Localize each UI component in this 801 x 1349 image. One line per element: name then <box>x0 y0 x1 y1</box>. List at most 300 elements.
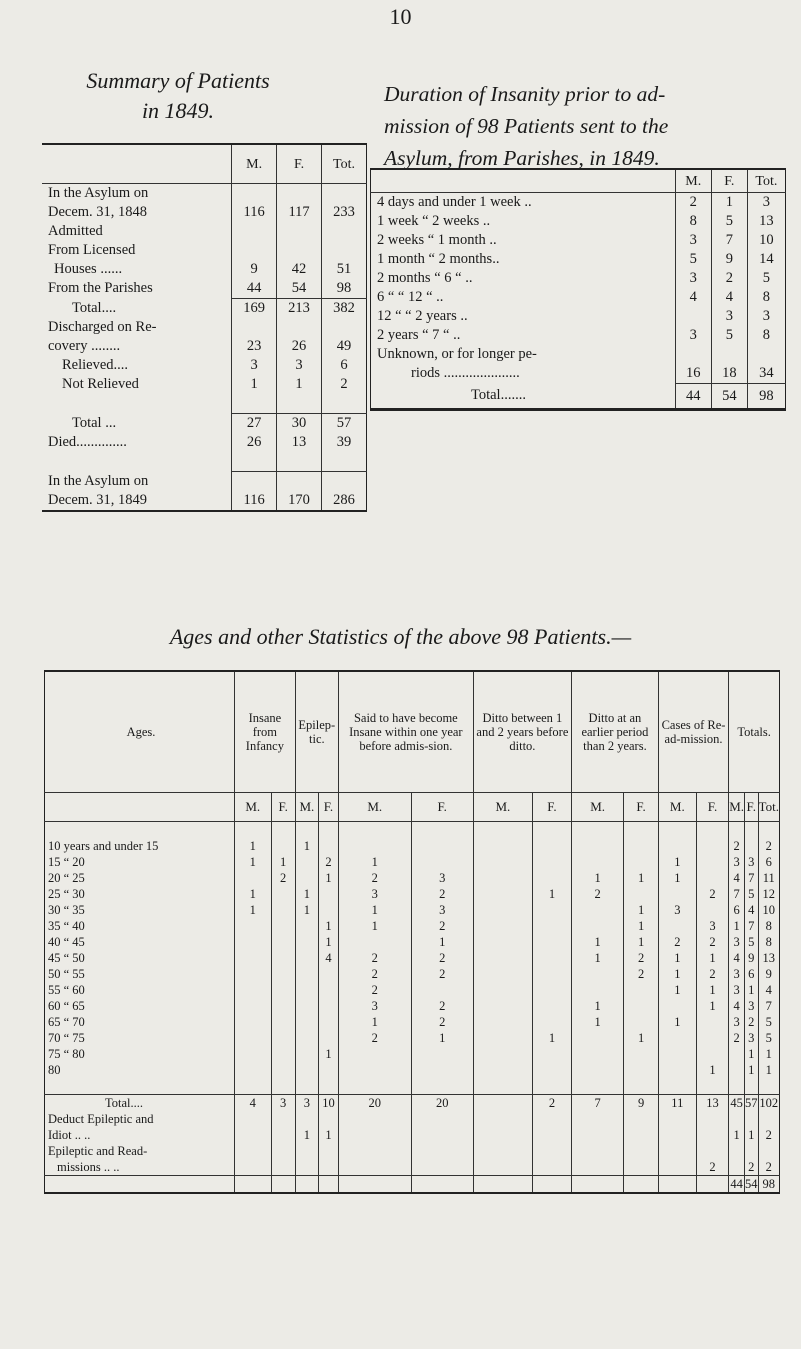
table-cell: 5 <box>758 1030 780 1046</box>
deduct-row <box>45 1127 780 1143</box>
group-header-readmission: Cases of Re-ad-mission. <box>658 671 728 793</box>
table-cell: 3 <box>696 918 728 934</box>
cell-m: 9 <box>232 260 277 279</box>
table-cell <box>572 918 624 934</box>
table-cell: 1 <box>572 870 624 886</box>
table-cell <box>729 1143 745 1159</box>
table-cell: 3 <box>729 966 745 982</box>
table-cell <box>696 1078 728 1095</box>
row-label: 60 “ 65 <box>48 999 85 1013</box>
table-cell <box>473 1014 532 1030</box>
table-cell: 1 <box>532 886 571 902</box>
table-row <box>371 326 786 345</box>
table-cell <box>295 1111 318 1127</box>
table-cell <box>658 1078 696 1095</box>
table-cell: 13 <box>696 1095 728 1112</box>
table-cell <box>572 1127 624 1143</box>
table-cell <box>624 982 659 998</box>
table-cell: 7 <box>745 918 759 934</box>
table-cell: 2 <box>696 966 728 982</box>
table-cell <box>572 1111 624 1127</box>
cell-m: 23 <box>232 337 277 356</box>
table-cell <box>338 1159 411 1176</box>
table-cell: 2 <box>411 1014 473 1030</box>
table-cell <box>295 998 318 1014</box>
table-cell: 1 <box>745 982 759 998</box>
table-cell: 1 <box>338 918 411 934</box>
table-cell: 3 <box>658 902 696 918</box>
table-cell <box>624 998 659 1014</box>
sub-header-5: F. <box>411 793 473 822</box>
ages-title: Ages and other Statistics of the above 98 Patients.— <box>169 624 632 649</box>
table-cell: 6 <box>729 902 745 918</box>
table-cell <box>235 1046 272 1062</box>
table-cell: 3 <box>338 998 411 1014</box>
table-cell <box>572 1030 624 1046</box>
table-row <box>45 918 780 934</box>
duration-body <box>371 193 786 384</box>
table-cell: 1 <box>658 982 696 998</box>
table-cell <box>696 1030 728 1046</box>
row-label: Discharged on Re- <box>48 319 157 335</box>
cell-tot: 8 <box>747 326 785 345</box>
cell-m: 3 <box>232 356 277 375</box>
table-cell: 9 <box>745 950 759 966</box>
table-row <box>45 966 780 982</box>
table-cell: 3 <box>295 1095 318 1112</box>
table-cell <box>624 1127 659 1143</box>
cell-f: 18 <box>711 364 747 384</box>
table-row <box>42 356 367 375</box>
table-cell <box>745 822 759 839</box>
row-label: Died.............. <box>48 434 127 450</box>
cell-f: 3 <box>711 307 747 326</box>
row-label: Total....... <box>471 387 526 404</box>
row-label: 1 month “ 2 months.. <box>377 251 500 267</box>
table-cell <box>411 1111 473 1127</box>
table-cell <box>295 1062 318 1078</box>
row-label: From Licensed <box>48 242 136 258</box>
deduct-row-label <box>45 1111 780 1127</box>
cell-m: 26 <box>232 433 277 452</box>
table-cell <box>658 1046 696 1062</box>
readmission-row <box>45 1159 780 1176</box>
group-header-ages: Ages. <box>45 671 235 793</box>
table-cell <box>338 1046 411 1062</box>
table-cell <box>295 982 318 998</box>
table-row <box>42 184 367 204</box>
table-cell: 57 <box>745 1096 758 1110</box>
table-cell <box>729 1078 745 1095</box>
table-cell <box>696 838 728 854</box>
table-cell <box>319 1111 339 1127</box>
table-cell: 1 <box>532 1030 571 1046</box>
table-cell: 7 <box>758 998 780 1014</box>
row-label: Total.... <box>45 1095 235 1112</box>
table-cell <box>473 1143 532 1159</box>
cell-f: 1 <box>711 193 747 213</box>
table-cell: 3 <box>338 886 411 902</box>
table-cell <box>532 902 571 918</box>
table-cell <box>338 1143 411 1159</box>
summary-title <box>58 66 298 126</box>
table-cell <box>295 822 318 839</box>
table-cell <box>235 1062 272 1078</box>
table-cell: 3 <box>271 1095 295 1112</box>
table-cell <box>319 966 339 982</box>
table-cell: 3 <box>745 1030 759 1046</box>
table-cell <box>319 1030 339 1046</box>
table-cell: 1 <box>696 1062 728 1078</box>
sub-header-4: M. <box>338 793 411 822</box>
cell-f: 13 <box>277 433 322 452</box>
table-cell: 6 <box>758 854 780 870</box>
cell-tot: 98 <box>747 384 785 410</box>
table-cell: 2 <box>745 1014 759 1030</box>
table-cell <box>572 822 624 839</box>
table-row <box>45 902 780 918</box>
table-cell: 1 <box>658 950 696 966</box>
table-cell <box>271 838 295 854</box>
table-cell <box>271 1014 295 1030</box>
col-header-tot: Tot. <box>322 144 367 184</box>
table-cell <box>411 1159 473 1176</box>
table-cell <box>572 902 624 918</box>
table-cell: 2 <box>572 886 624 902</box>
row-label: 50 “ 55 <box>48 967 85 981</box>
cell-m: 116 <box>232 491 277 511</box>
table-cell <box>338 1078 411 1095</box>
cell-f: 54 <box>711 384 747 410</box>
table-cell <box>532 982 571 998</box>
table-cell <box>319 1159 339 1176</box>
table-cell: 1 <box>572 1014 624 1030</box>
cell-tot: 14 <box>747 250 785 269</box>
cell-tot: 34 <box>747 364 785 384</box>
row-label: riods ..................... <box>411 365 520 382</box>
table-cell <box>532 1078 571 1095</box>
row-label: In the Asylum on <box>48 472 149 489</box>
cell-f: 117 <box>277 203 322 222</box>
cell-m: 1 <box>232 375 277 394</box>
table-cell <box>411 1062 473 1078</box>
duration-table <box>370 168 786 411</box>
table-cell <box>532 918 571 934</box>
sub-header-10: M. <box>658 793 696 822</box>
table-cell <box>729 1159 745 1176</box>
col-header-m: M. <box>232 144 277 184</box>
table-cell: 1 <box>235 886 272 902</box>
table-cell: 2 <box>338 1030 411 1046</box>
group-header-totals: Totals. <box>729 671 780 793</box>
table-cell: 2 <box>411 966 473 982</box>
table-cell <box>271 998 295 1014</box>
table-cell <box>473 934 532 950</box>
table-cell <box>295 1143 318 1159</box>
table-cell <box>696 1046 728 1062</box>
table-cell: 1 <box>319 934 339 950</box>
table-cell <box>271 966 295 982</box>
table-cell: 2 <box>532 1095 571 1112</box>
table-cell: 5 <box>758 1014 780 1030</box>
table-cell: 2 <box>338 870 411 886</box>
table-cell <box>235 918 272 934</box>
table-row <box>42 203 367 222</box>
row-label: Deduct Epileptic and <box>48 1112 154 1126</box>
table-cell <box>411 982 473 998</box>
cell-tot: 2 <box>322 375 367 394</box>
ages-table <box>44 670 780 1194</box>
table-cell <box>295 918 318 934</box>
row-label: Unknown, or for longer pe- <box>377 346 537 362</box>
table-row <box>45 998 780 1014</box>
table-cell <box>624 886 659 902</box>
table-row <box>42 299 367 319</box>
table-cell: 1 <box>696 950 728 966</box>
table-cell: 4 <box>319 950 339 966</box>
table-cell <box>235 1111 272 1127</box>
row-label: 2 weeks “ 1 month .. <box>377 232 497 248</box>
table-cell: 1 <box>696 998 728 1014</box>
table-cell: 11 <box>658 1095 696 1112</box>
ages-total-row <box>45 1095 780 1112</box>
table-cell: 1 <box>658 1014 696 1030</box>
cell-m: 8 <box>675 212 711 231</box>
table-cell <box>411 854 473 870</box>
table-row <box>45 886 780 902</box>
table-cell <box>658 1127 696 1143</box>
row-label: Decem. 31, 1849 <box>48 492 148 508</box>
table-cell <box>473 998 532 1014</box>
cell-tot: 3 <box>747 307 785 326</box>
sub-header-6: M. <box>473 793 532 822</box>
cell-tot: 39 <box>322 433 367 452</box>
table-row <box>371 307 786 326</box>
table-cell <box>658 838 696 854</box>
cell-tot: 13 <box>747 212 785 231</box>
table-row <box>42 394 367 414</box>
row-label: 12 “ “ 2 years .. <box>377 308 468 324</box>
table-cell <box>696 902 728 918</box>
cell-m: 44 <box>232 279 277 299</box>
table-cell: 1 <box>729 918 745 934</box>
col-header-m: M. <box>675 169 711 193</box>
table-cell <box>729 1046 745 1062</box>
row-label: 80 <box>48 1063 61 1077</box>
table-cell <box>729 822 745 839</box>
table-cell: 8 <box>758 918 780 934</box>
table-row <box>45 1046 780 1062</box>
table-cell: 2 <box>624 966 659 982</box>
table-cell: 1 <box>295 838 318 854</box>
grand-total-tot: 98 <box>758 1176 780 1194</box>
table-row <box>371 193 786 213</box>
table-cell: 45 <box>730 1096 743 1110</box>
col-header-f: F. <box>277 144 322 184</box>
table-cell <box>658 1030 696 1046</box>
cell-m: 5 <box>675 250 711 269</box>
table-cell <box>658 1062 696 1078</box>
table-row <box>42 414 367 434</box>
table-row <box>45 934 780 950</box>
table-cell <box>473 886 532 902</box>
cell-f: 4 <box>711 288 747 307</box>
table-cell <box>235 822 272 839</box>
summary-title-line1: Summary of Patients <box>86 68 270 93</box>
cell-m <box>675 307 711 326</box>
table-cell <box>411 1046 473 1062</box>
table-cell: 1 <box>572 934 624 950</box>
table-cell <box>658 998 696 1014</box>
table-cell <box>532 1127 571 1143</box>
table-cell <box>572 1143 624 1159</box>
ages-sub-header-row <box>45 793 780 822</box>
table-cell <box>473 950 532 966</box>
table-cell <box>235 966 272 982</box>
cell-tot: 51 <box>322 260 367 279</box>
row-label: Decem. 31, 1848 <box>48 204 148 220</box>
table-cell: 1 <box>235 902 272 918</box>
table-cell: 1 <box>319 1127 339 1143</box>
table-cell: 11 <box>758 870 780 886</box>
table-cell: 1 <box>745 1127 759 1143</box>
row-label: Total.... <box>72 299 117 316</box>
table-cell <box>235 934 272 950</box>
cell-tot: 8 <box>747 288 785 307</box>
row-label: 75 “ 80 <box>48 1047 85 1061</box>
table-cell <box>271 886 295 902</box>
table-cell <box>271 918 295 934</box>
table-row <box>371 364 786 384</box>
table-row <box>42 318 367 337</box>
table-row <box>42 433 367 452</box>
cell-f: 3 <box>277 356 322 375</box>
table-cell: 2 <box>338 982 411 998</box>
table-cell <box>758 1078 780 1095</box>
table-cell: 1 <box>624 934 659 950</box>
duration-title-line1: Duration of Insanity prior to ad- <box>384 82 666 106</box>
table-cell: 1 <box>411 934 473 950</box>
cell-f: 2 <box>711 269 747 288</box>
table-cell: 1 <box>745 1046 759 1062</box>
table-cell: 1 <box>658 854 696 870</box>
table-row <box>45 950 780 966</box>
row-label: Idiot .. .. <box>48 1128 91 1142</box>
table-cell <box>295 934 318 950</box>
table-cell: 7 <box>745 870 759 886</box>
table-cell: 3 <box>411 870 473 886</box>
table-cell: 1 <box>624 870 659 886</box>
table-cell: 2 <box>658 934 696 950</box>
cell-m: 27 <box>232 414 277 434</box>
ages-body <box>45 822 780 1095</box>
sub-header-14: Tot. <box>758 793 780 822</box>
table-cell <box>271 950 295 966</box>
table-cell: 1 <box>696 982 728 998</box>
cell-m: 16 <box>675 364 711 384</box>
cell-m: 2 <box>675 193 711 213</box>
table-cell <box>696 1127 728 1143</box>
table-cell <box>758 1143 780 1159</box>
table-cell: 3 <box>745 854 759 870</box>
cell-f: 1 <box>277 375 322 394</box>
table-cell <box>271 1111 295 1127</box>
row-label: Admitted <box>48 223 103 239</box>
table-cell: 20 <box>338 1095 411 1112</box>
cell-f: 42 <box>277 260 322 279</box>
table-cell: 1 <box>271 854 295 870</box>
table-row <box>42 260 367 279</box>
table-cell: 2 <box>338 966 411 982</box>
table-cell: 1 <box>338 854 411 870</box>
table-row <box>42 491 367 511</box>
table-cell <box>473 838 532 854</box>
table-cell <box>572 982 624 998</box>
duration-title-line2: mission of 98 Patients sent to the <box>384 114 669 138</box>
sub-header-13: F. <box>745 793 759 822</box>
spacer-row <box>45 822 780 839</box>
row-label: 35 “ 40 <box>48 919 85 933</box>
group-header-one-two-years: Ditto between 1 and 2 years before ditto. <box>473 671 571 793</box>
cell-f <box>711 345 747 364</box>
col-header-tot: Tot. <box>747 169 785 193</box>
table-cell <box>411 822 473 839</box>
table-cell <box>319 838 339 854</box>
table-row <box>45 870 780 886</box>
table-cell <box>271 1030 295 1046</box>
table-cell: 1 <box>338 1014 411 1030</box>
table-cell <box>572 838 624 854</box>
table-cell <box>271 902 295 918</box>
table-cell <box>758 1111 780 1127</box>
table-cell: 4 <box>729 998 745 1014</box>
table-cell <box>319 1014 339 1030</box>
table-cell <box>572 1078 624 1095</box>
table-cell: 7 <box>572 1095 624 1112</box>
table-cell: 4 <box>745 902 759 918</box>
table-cell: 4 <box>729 950 745 966</box>
row-label: 65 “ 70 <box>48 1015 85 1029</box>
table-cell <box>295 1046 318 1062</box>
group-header-one-year: Said to have become Insane within one year before admis-sion. <box>338 671 473 793</box>
table-row <box>42 241 367 260</box>
row-label: 1 week “ 2 weeks .. <box>377 213 491 229</box>
table-cell <box>271 822 295 839</box>
table-cell <box>696 822 728 839</box>
table-cell: 1 <box>624 918 659 934</box>
table-cell <box>658 886 696 902</box>
duration-header-row <box>371 169 786 193</box>
table-cell <box>473 870 532 886</box>
table-cell <box>658 1159 696 1176</box>
table-cell <box>658 918 696 934</box>
row-label <box>45 1078 235 1095</box>
table-cell <box>338 822 411 839</box>
table-cell: 4 <box>235 1095 272 1112</box>
table-cell <box>319 982 339 998</box>
table-cell: 1 <box>572 950 624 966</box>
table-cell <box>729 1111 745 1127</box>
row-label: 40 “ 45 <box>48 935 85 949</box>
table-cell <box>658 1111 696 1127</box>
table-cell <box>532 998 571 1014</box>
cell-m: 169 <box>232 299 277 319</box>
row-label: 4 days and under 1 week .. <box>377 194 532 210</box>
table-cell: 1 <box>624 1030 659 1046</box>
table-cell: 1 <box>729 1127 745 1143</box>
table-cell: 4 <box>729 870 745 886</box>
table-cell <box>532 1143 571 1159</box>
